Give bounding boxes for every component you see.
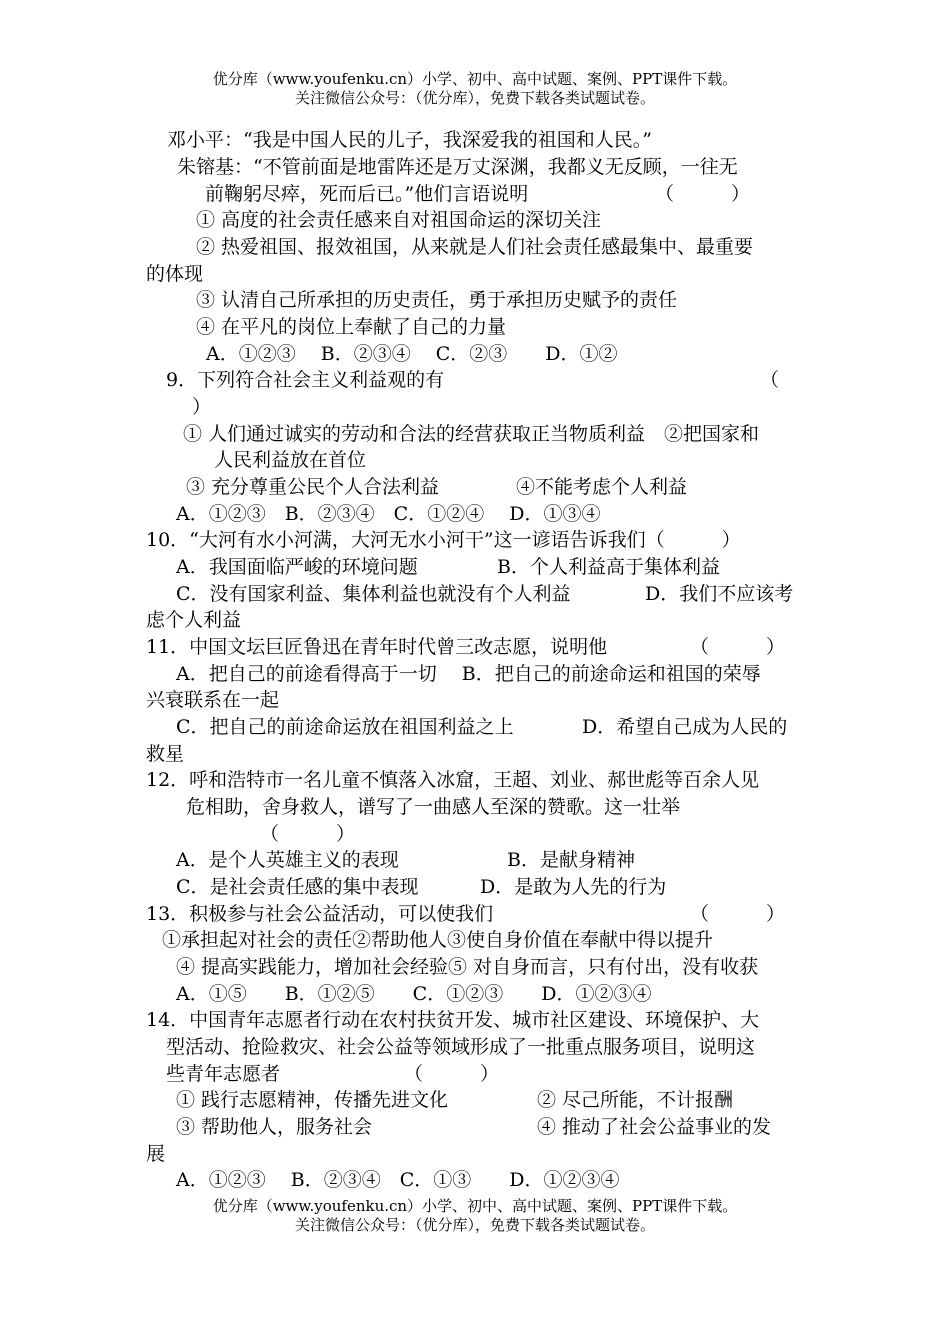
q8-option-1: ① 高度的社会责任感来自对祖国命运的深切关注 <box>196 209 602 231</box>
q12-choice-a: A．是个人英雄主义的表现 <box>176 849 399 871</box>
footer-line-1: 优分库（www.youfenku.cn）小学、初中、高中试题、案例、PPT课件下载。 <box>212 1197 738 1215</box>
footer-line-2: 关注微信公众号：（优分库），免费下载各类试题试卷。 <box>294 1216 655 1234</box>
q12-answer-paren: （ ） <box>260 823 356 845</box>
q13-choices: A．①⑤ B．①②⑤ C．①②③ D．①②③④ <box>176 983 652 1005</box>
q13-options-line2: ④ 提高实践能力，增加社会经验⑤ 对自身而言，只有付出，没有收获 <box>176 956 759 978</box>
q12-choice-b: B．是献身精神 <box>507 849 635 871</box>
q8-answer-paren: （ ） <box>655 183 751 205</box>
q11-answer-paren: （ ） <box>690 636 786 658</box>
q9-paren-close: ） <box>192 396 212 418</box>
q8-option-2-line2: 的体现 <box>146 263 204 285</box>
q14-option-3: ③ 帮助他人，服务社会 <box>176 1116 373 1138</box>
header-line-2: 关注微信公众号：（优分库），免费下载各类试题试卷。 <box>294 89 655 107</box>
q9-stem: 9．下列符合社会主义利益观的有 <box>166 369 445 391</box>
q11-choice-ab-line1: A．把自己的前途看得高于一切 B．把自己的前途命运和祖国的荣辱 <box>176 663 761 685</box>
q14-option-2: ② 尽己所能，不计报酬 <box>537 1089 734 1111</box>
q14-option-4-line1: ④ 推动了社会公益事业的发 <box>537 1116 772 1138</box>
q10-choice-a: A．我国面临严峻的环境问题 <box>176 556 418 578</box>
q9-choices: A．①②③ B．②③④ C．①②④ D．①③④ <box>176 503 601 525</box>
q14-option-1: ① 践行志愿精神，传播先进文化 <box>176 1089 449 1111</box>
q12-stem-line2: 危相助，舍身救人，谱写了一曲感人至深的赞歌。这一壮举 <box>186 796 681 818</box>
q12-stem-line1: 12．呼和浩特市一名儿童不慎落入冰窟，王超、刘业、郝世彪等百余人见 <box>146 769 760 791</box>
q14-stem-line1: 14．中国青年志愿者行动在农村扶贫开发、城市社区建设、环境保护、大 <box>146 1009 760 1031</box>
q14-option-4-line2: 展 <box>146 1143 166 1165</box>
header-line-1: 优分库（www.youfenku.cn）小学、初中、高中试题、案例、PPT课件下载。 <box>212 70 738 88</box>
q11-choice-d-line1: D．希望自己成为人民的 <box>582 716 788 738</box>
q12-choice-d: D．是敢为人先的行为 <box>480 876 667 898</box>
q14-answer-paren: （ ） <box>404 1063 500 1085</box>
q10-choice-d-line2: 虑个人利益 <box>146 609 242 631</box>
q8-quote-zhu-line1: 朱镕基：“不管前面是地雷阵还是万丈深渊，我都义无反顾，一往无 <box>177 156 738 178</box>
q13-stem: 13．积极参与社会公益活动，可以使我们 <box>146 903 494 925</box>
q10-choice-b: B．个人利益高于集体利益 <box>497 556 720 578</box>
q11-stem: 11．中国文坛巨匠鲁迅在青年时代曾三改志愿，说明他 <box>146 636 608 658</box>
q14-choices: A．①②③ B．②③④ C．①③ D．①②③④ <box>176 1169 620 1191</box>
q12-choice-c: C．是社会责任感的集中表现 <box>176 876 419 898</box>
q11-choice-c: C．把自己的前途命运放在祖国利益之上 <box>176 716 514 738</box>
q13-answer-paren: （ ） <box>690 903 786 925</box>
q8-option-3: ③ 认清自己所承担的历史责任，勇于承担历史赋予的责任 <box>196 289 678 311</box>
q8-option-4: ④ 在平凡的岗位上奉献了自己的力量 <box>196 316 507 338</box>
q8-quote-zhu-line2: 前鞠躬尽瘁，死而后已。”他们言语说明 <box>205 183 529 205</box>
q13-options-line1: ①承担起对社会的责任②帮助他人③使自身价值在奉献中得以提升 <box>162 929 714 951</box>
q10-stem: 10．“大河有水小河满，大河无水小河干”这一谚语告诉我们（ ） <box>146 529 741 551</box>
q10-choice-d-line1: D．我们不应该考 <box>645 583 794 605</box>
q9-option-1-line1: ① 人们通过诚实的劳动和合法的经营获取正当物质利益 ②把国家和 <box>183 423 760 445</box>
q8-quote-deng: 邓小平：“我是中国人民的儿子，我深爱我的祖国和人民。” <box>167 129 652 151</box>
q9-option-1-line2: 人民利益放在首位 <box>214 449 367 471</box>
q14-stem-line3: 些青年志愿者 <box>166 1063 281 1085</box>
q8-option-2-line1: ② 热爱祖国、报效祖国，从来就是人们社会责任感最集中、最重要 <box>196 236 754 258</box>
q9-paren-open: （ <box>760 369 780 391</box>
q8-choices: A．①②③ B．②③④ C．②③ D．①② <box>206 343 618 365</box>
q9-option-4: ④不能考虑个人利益 <box>516 476 688 498</box>
q11-choice-ab-line2: 兴衰联系在一起 <box>146 689 280 711</box>
q9-option-3: ③ 充分尊重公民个人合法利益 <box>186 476 440 498</box>
q14-stem-line2: 型活动、抢险救灾、社会公益等领域形成了一批重点服务项目，说明这 <box>166 1036 756 1058</box>
q10-choice-c: C．没有国家利益、集体利益也就没有个人利益 <box>176 583 571 605</box>
q11-choice-d-line2: 救星 <box>146 743 185 765</box>
